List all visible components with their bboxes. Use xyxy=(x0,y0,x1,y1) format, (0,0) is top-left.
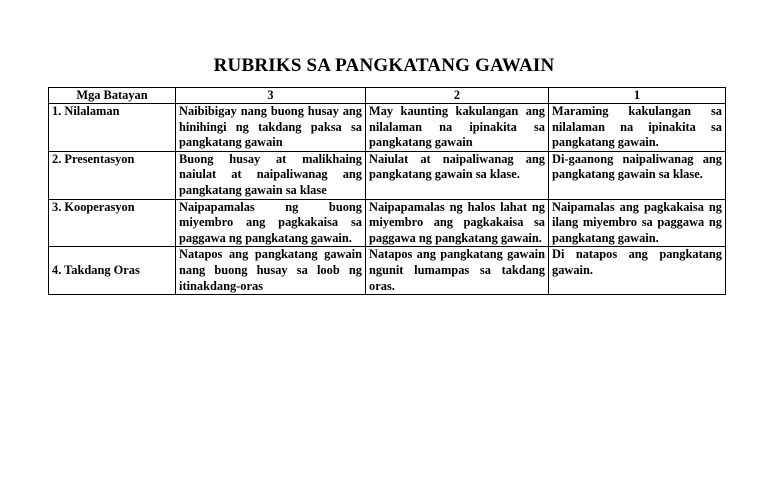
criterion-cell: 1. Nilalaman xyxy=(49,104,176,152)
criterion-cell: 3. Kooperasyon xyxy=(49,199,176,247)
criterion-cell: 4. Takdang Oras xyxy=(49,247,176,295)
score-2-cell: May kaunting kakulangan ang nilalaman na ipinakita sa pangkatang gawain xyxy=(366,104,549,152)
score-2-cell: Naiulat at naipaliwanag ang pangkatang gawain sa klase. xyxy=(366,151,549,199)
score-1-cell: Di-gaanong naipaliwanag ang pangkatang gawain sa klase. xyxy=(549,151,726,199)
header-score-2: 2 xyxy=(366,88,549,104)
header-score-3: 3 xyxy=(176,88,366,104)
score-2-cell: Naipapamalas ng halos lahat ng miyembro ang pagkakaisa sa paggawa ng pangkatang gawain. xyxy=(366,199,549,247)
score-1-cell: Naipamalas ang pagkakaisa ng ilang miyembro sa paggawa ng pangkatang gawain. xyxy=(549,199,726,247)
table-row xyxy=(49,247,726,295)
score-1-cell: Maraming kakulangan sa nilalaman na ipinakita sa pangkatang gawain. xyxy=(549,104,726,152)
criterion-cell: 2. Presentasyon xyxy=(49,151,176,199)
score-3-cell: Buong husay at malikhaing naiulat at naipaliwanag ang pangkatang gawain sa klase xyxy=(176,151,366,199)
score-3-cell: Naipapamalas ng buong miyembro ang pagkakaisa sa paggawa ng pangkatang gawain. xyxy=(176,199,366,247)
score-3-cell: Natapos ang pangkatang gawain nang buong husay sa loob ng itinakdang-oras xyxy=(176,247,366,295)
header-score-1: 1 xyxy=(549,88,726,104)
page-title: RUBRIKS SA PANGKATANG GAWAIN xyxy=(213,55,555,76)
score-2-cell: Natapos ang pangkatang gawain ngunit lumampas sa takdang oras. xyxy=(366,247,549,295)
header-criteria: Mga Batayan xyxy=(49,88,176,104)
score-3-cell: Naibibigay nang buong husay ang hinihingi ng takdang paksa sa pangkatang gawain xyxy=(176,104,366,152)
score-1-cell: Di natapos ang pangkatang gawain. xyxy=(549,247,726,295)
table-row xyxy=(49,199,726,247)
table-header-row xyxy=(49,88,726,104)
table-row xyxy=(49,104,726,152)
rubric-table xyxy=(48,87,726,295)
table-row xyxy=(49,151,726,199)
